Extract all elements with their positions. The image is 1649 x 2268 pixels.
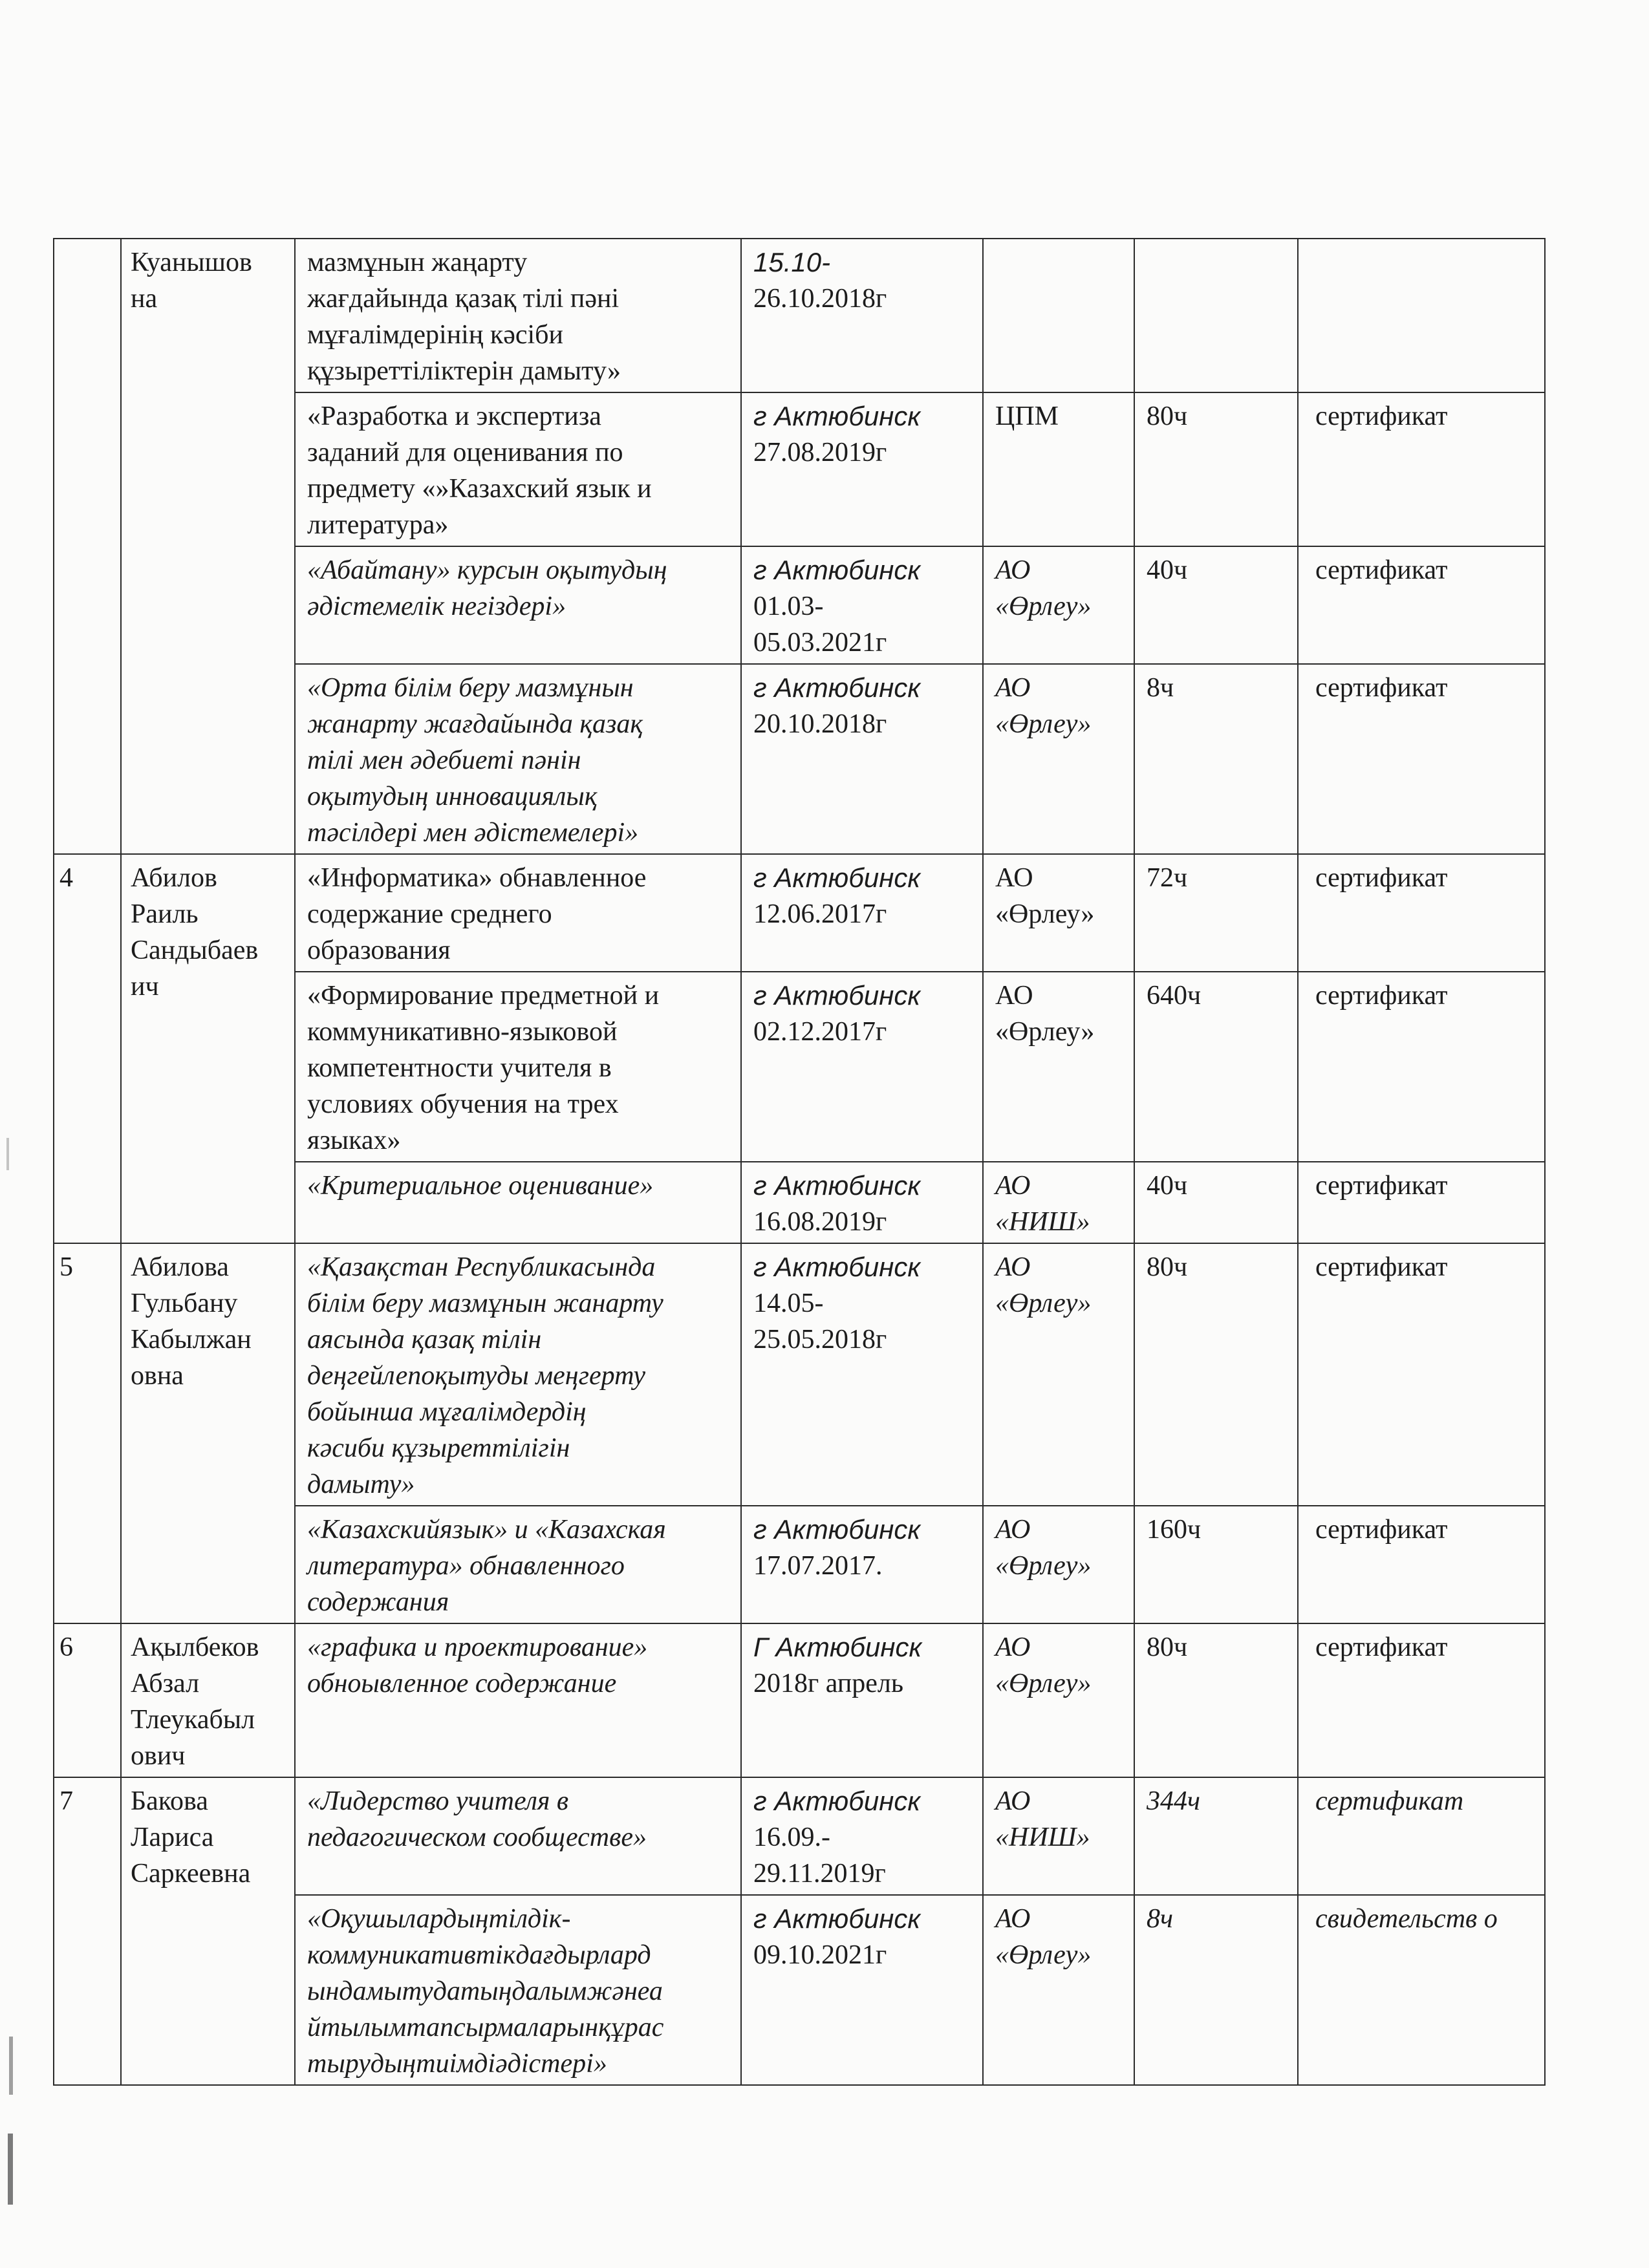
teacher-name-line: Куанышов <box>131 248 252 277</box>
course-place-date <box>741 1243 983 1506</box>
course-title-line: әдістемелік негіздері» <box>307 592 566 621</box>
course-title-line: коммуникативтікдағдырлард <box>307 1940 651 1970</box>
course-title-line: педагогическом сообществе» <box>307 1823 647 1852</box>
teacher-name-line: на <box>131 284 158 314</box>
course-organizer-line: ЦПМ <box>995 401 1059 431</box>
teacher-name-line: Кабылжан <box>131 1325 252 1354</box>
course-hours: 344ч <box>1134 1777 1298 1895</box>
course-organizer-line: АО <box>995 981 1033 1011</box>
course-place-date-line: 09.10.2021г <box>753 1940 887 1970</box>
certificate-type: сертификат <box>1298 546 1545 664</box>
teacher-name <box>121 1243 295 1623</box>
course-place-date-line: г Актюбинск <box>753 1252 921 1282</box>
course-place-date-line: 20.10.2018г <box>753 709 887 739</box>
table-row <box>54 1243 1545 1506</box>
course-title-line: «Орта білім беру мазмұнын <box>307 673 634 703</box>
course-organizer-line: «Өрлеу» <box>995 1940 1092 1970</box>
course-place-date-line: 29.11.2019г <box>753 1859 886 1888</box>
course-title-line: «Критериальное оценивание» <box>307 1171 654 1201</box>
course-organizer <box>983 546 1134 664</box>
course-place-date-line: г Актюбинск <box>753 672 921 703</box>
course-title <box>295 1506 741 1623</box>
course-organizer-line: АО <box>995 863 1033 893</box>
certificate-type: сертификат <box>1298 664 1545 854</box>
course-hours: 40ч <box>1134 546 1298 664</box>
course-place-date-line: г Актюбинск <box>753 1514 921 1545</box>
table-row <box>54 854 1545 972</box>
scan-mark <box>9 2037 13 2095</box>
course-title <box>295 1162 741 1243</box>
teacher-name-line: Лариса <box>131 1823 214 1852</box>
teacher-name-line: Саркеевна <box>131 1859 251 1888</box>
table-row <box>54 239 1545 392</box>
certificate-type: сертификат <box>1298 972 1545 1162</box>
course-place-date <box>741 1777 983 1895</box>
course-place-date <box>741 392 983 546</box>
course-hours: 640ч <box>1134 972 1298 1162</box>
course-title-line: «Абайтану» курсын оқытудың <box>307 555 667 585</box>
row-number <box>54 239 121 854</box>
row-number: 7 <box>54 1777 121 2085</box>
teacher-name-line: Тлеукабыл <box>131 1705 255 1735</box>
course-title-line: языках» <box>307 1126 401 1155</box>
course-hours: 80ч <box>1134 392 1298 546</box>
teacher-name-line: Абилова <box>131 1252 229 1282</box>
course-title-line: мазмұнын жаңарту <box>307 248 528 277</box>
course-place-date <box>741 546 983 664</box>
teacher-name-line: Ақылбеков <box>131 1632 259 1662</box>
teacher-name-line: Абзал <box>131 1669 200 1698</box>
course-place-date-line: 25.05.2018г <box>753 1325 887 1354</box>
certificate-type: свидетельств о <box>1298 1895 1545 2085</box>
course-organizer-line: «Өрлеу» <box>995 899 1095 929</box>
course-place-date-line: 14.05- <box>753 1289 824 1318</box>
course-title-line: «Қазақстан Республикасында <box>307 1252 656 1282</box>
table-row <box>54 1623 1545 1777</box>
courses-table <box>53 238 1546 2086</box>
course-place-date <box>741 854 983 972</box>
course-title-line: «Казахскийязык» и «Казахская <box>307 1515 666 1545</box>
teacher-name-line: Бакова <box>131 1786 208 1816</box>
certificate-type: сертификат <box>1298 1243 1545 1506</box>
course-title-line: кәсиби құзыреттілігін <box>307 1433 570 1463</box>
course-hours: 72ч <box>1134 854 1298 972</box>
course-title-line: жанарту жағдайында қазақ <box>307 709 643 739</box>
course-organizer <box>983 392 1134 546</box>
course-organizer <box>983 1777 1134 1895</box>
course-place-date <box>741 1623 983 1777</box>
course-organizer-line: АО <box>995 1632 1031 1662</box>
scan-mark <box>6 1138 9 1170</box>
course-place-date-line: г Актюбинск <box>753 862 921 893</box>
course-organizer <box>983 1162 1134 1243</box>
course-organizer-line: «Өрлеу» <box>995 1669 1092 1698</box>
course-title-line: «Информатика» обнавленное <box>307 863 647 893</box>
certificate-type: сертификат <box>1298 1623 1545 1777</box>
course-place-date-line: 05.03.2021г <box>753 628 887 658</box>
course-title-line: тәсілдері мен әдістемелері» <box>307 818 639 848</box>
certificate-type: сертификат <box>1298 1162 1545 1243</box>
course-place-date <box>741 1162 983 1243</box>
course-organizer-line: АО <box>995 673 1031 703</box>
table-row <box>54 1777 1545 1895</box>
course-place-date <box>741 1895 983 2085</box>
course-organizer-line: «НИШ» <box>995 1823 1090 1852</box>
scan-mark <box>8 2134 13 2205</box>
course-place-date-line: г Актюбинск <box>753 1170 921 1201</box>
course-title-line: содержание среднего <box>307 899 552 929</box>
course-organizer-line: АО <box>995 1252 1031 1282</box>
course-place-date <box>741 664 983 854</box>
course-organizer-line: АО <box>995 1904 1031 1934</box>
course-place-date-line: 01.03- <box>753 592 824 621</box>
teacher-name <box>121 1623 295 1777</box>
course-place-date-line: Г Актюбинск <box>753 1632 922 1662</box>
course-place-date <box>741 1506 983 1623</box>
course-title-line: «Оқушылардыңтілдік- <box>307 1904 571 1934</box>
course-place-date-line: г Актюбинск <box>753 1903 921 1934</box>
course-title <box>295 1623 741 1777</box>
course-place-date-line: 2018г апрель <box>753 1669 904 1698</box>
course-organizer <box>983 854 1134 972</box>
course-hours: 8ч <box>1134 664 1298 854</box>
course-place-date <box>741 239 983 392</box>
course-organizer <box>983 1506 1134 1623</box>
course-organizer <box>983 239 1134 392</box>
row-number: 5 <box>54 1243 121 1623</box>
course-title <box>295 664 741 854</box>
course-organizer-line: АО <box>995 1515 1031 1545</box>
teacher-name-line: Раиль <box>131 899 199 929</box>
course-title-line: образования <box>307 936 451 965</box>
teacher-name <box>121 854 295 1243</box>
course-place-date-line: г Актюбинск <box>753 980 921 1011</box>
course-place-date-line: 27.08.2019г <box>753 438 887 467</box>
course-place-date-line: 15.10- <box>753 247 831 277</box>
course-title-line: жағдайында қазақ тілі пәні <box>307 284 620 314</box>
teacher-name-line: ич <box>131 972 159 1001</box>
teacher-name <box>121 239 295 854</box>
course-title <box>295 239 741 392</box>
course-title <box>295 392 741 546</box>
course-title-line: ындамытудатыңдалымжәнеа <box>307 1976 663 2006</box>
course-title-line: құзыреттіліктерін дамыту» <box>307 356 621 386</box>
certificate-type: сертификат <box>1298 854 1545 972</box>
course-title-line: литература» <box>307 510 449 540</box>
course-title-line: «Разработка и экспертиза <box>307 401 601 431</box>
course-organizer-line: «Өрлеу» <box>995 709 1092 739</box>
course-organizer <box>983 664 1134 854</box>
course-organizer <box>983 1243 1134 1506</box>
course-hours: 80ч <box>1134 1623 1298 1777</box>
course-title-line: «графика и проектирование» <box>307 1632 648 1662</box>
course-organizer <box>983 1623 1134 1777</box>
course-title-line: «Лидерство учителя в <box>307 1786 569 1816</box>
course-hours: 40ч <box>1134 1162 1298 1243</box>
course-place-date-line: 16.09.- <box>753 1823 830 1852</box>
teacher-name <box>121 1777 295 2085</box>
course-place-date-line: 12.06.2017г <box>753 899 887 929</box>
teacher-name-line: ович <box>131 1741 186 1771</box>
course-organizer <box>983 972 1134 1162</box>
course-title-line: литература» обнавленного <box>307 1551 625 1581</box>
course-organizer-line: «Өрлеу» <box>995 592 1092 621</box>
course-place-date <box>741 972 983 1162</box>
course-title-line: заданий для оценивания по <box>307 438 623 467</box>
course-title-line: білім беру мазмұнын жанарту <box>307 1289 663 1318</box>
course-organizer-line: «Өрлеу» <box>995 1017 1095 1047</box>
course-organizer-line: АО <box>995 555 1031 585</box>
course-place-date-line: 26.10.2018г <box>753 284 887 314</box>
certificate-type: сертификат <box>1298 1777 1545 1895</box>
teacher-name-line: Гульбану <box>131 1289 238 1318</box>
course-title-line: содержания <box>307 1587 449 1617</box>
course-title-line: обноывленное содержание <box>307 1669 617 1698</box>
course-place-date-line: г Актюбинск <box>753 555 921 585</box>
course-title-line: тырудыңтиімдіәдістері» <box>307 2049 607 2079</box>
course-title <box>295 1895 741 2085</box>
certificate-type: сертификат <box>1298 1506 1545 1623</box>
row-number: 4 <box>54 854 121 1243</box>
course-hours: 80ч <box>1134 1243 1298 1506</box>
course-hours: 160ч <box>1134 1506 1298 1623</box>
course-title-line: условиях обучения на трех <box>307 1089 619 1119</box>
course-place-date-line: г Актюбинск <box>753 401 921 431</box>
course-organizer-line: АО <box>995 1786 1031 1816</box>
course-place-date-line: 17.07.2017. <box>753 1551 883 1581</box>
course-hours <box>1134 239 1298 392</box>
course-title-line: коммуникативно-языковой <box>307 1017 618 1047</box>
course-organizer-line: «Өрлеу» <box>995 1289 1092 1318</box>
teacher-name-line: Сандыбаев <box>131 936 259 965</box>
teacher-name-line: Абилов <box>131 863 217 893</box>
course-organizer-line: «НИШ» <box>995 1207 1090 1237</box>
course-title <box>295 854 741 972</box>
certificate-type <box>1298 239 1545 392</box>
course-title-line: оқытудың инновациялық <box>307 782 598 811</box>
course-title <box>295 546 741 664</box>
course-hours: 8ч <box>1134 1895 1298 2085</box>
course-organizer-line: АО <box>995 1171 1031 1201</box>
course-title-line: деңгейлепоқытуды меңгерту <box>307 1361 646 1391</box>
course-title <box>295 972 741 1162</box>
teacher-name-line: овна <box>131 1361 184 1391</box>
course-title-line: предмету «»Казахский язык и <box>307 474 652 504</box>
course-title-line: йтылымтапсырмаларынқұрас <box>307 2013 664 2042</box>
course-title-line: мұғалімдерінің кәсіби <box>307 320 564 350</box>
course-title <box>295 1243 741 1506</box>
course-place-date-line: 02.12.2017г <box>753 1017 887 1047</box>
course-title-line: дамыту» <box>307 1470 415 1499</box>
certificate-type: сертификат <box>1298 392 1545 546</box>
course-title <box>295 1777 741 1895</box>
row-number: 6 <box>54 1623 121 1777</box>
course-organizer-line: «Өрлеу» <box>995 1551 1092 1581</box>
course-title-line: тілі мен әдебиеті пәнін <box>307 745 581 775</box>
course-place-date-line: г Актюбинск <box>753 1786 921 1816</box>
course-title-line: компетентности учителя в <box>307 1053 612 1083</box>
course-organizer <box>983 1895 1134 2085</box>
course-title-line: «Формирование предметной и <box>307 981 660 1011</box>
course-place-date-line: 16.08.2019г <box>753 1207 887 1237</box>
course-title-line: бойынша мұғалімдердің <box>307 1397 587 1427</box>
course-title-line: аясында қазақ тілін <box>307 1325 542 1354</box>
